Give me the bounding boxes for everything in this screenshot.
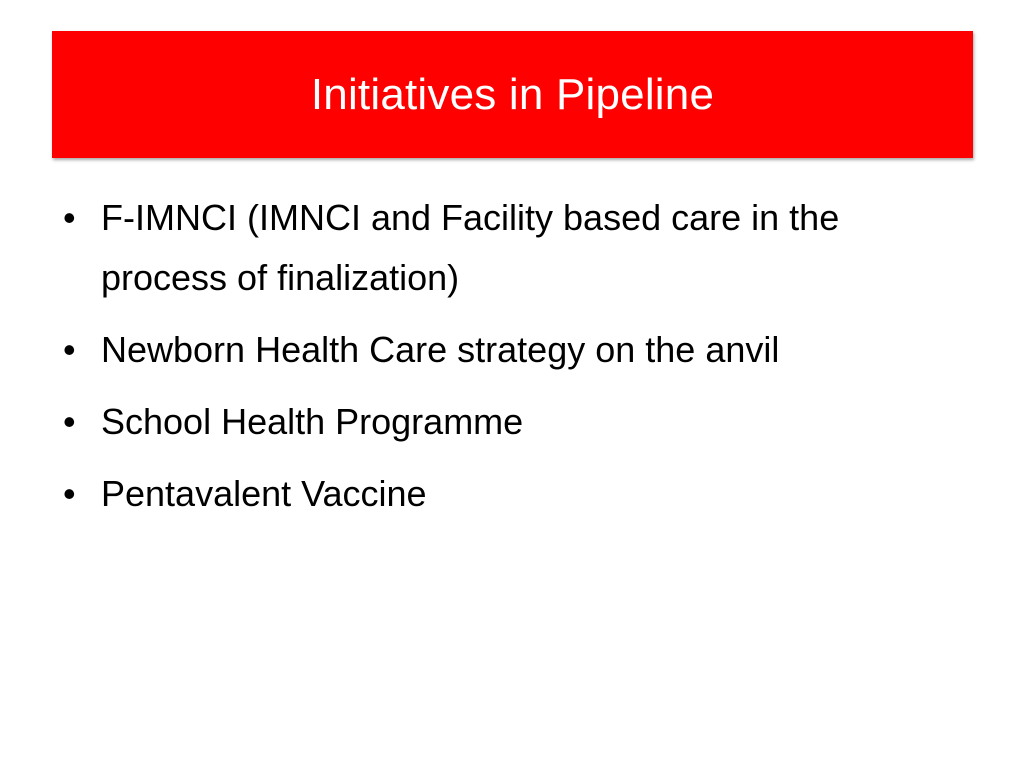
bullet-item bbox=[60, 392, 970, 452]
bullet-icon: • bbox=[63, 329, 76, 370]
bullet-item bbox=[60, 320, 970, 380]
title-banner bbox=[52, 31, 973, 158]
bullet-text: Newborn Health Care strategy on the anvil bbox=[101, 329, 780, 370]
bullet-icon: • bbox=[63, 401, 76, 442]
bullet-text: School Health Programme bbox=[101, 401, 524, 442]
slide-title: Initiatives in Pipeline bbox=[310, 69, 715, 119]
bullet-icon: • bbox=[63, 473, 76, 514]
bullet-item bbox=[60, 464, 970, 524]
bullet-list bbox=[60, 188, 970, 536]
bullet-text: F-IMNCI (IMNCI and Facility based care in the process of finalization) bbox=[101, 197, 840, 298]
bullet-text: Pentavalent Vaccine bbox=[101, 473, 427, 514]
bullet-item bbox=[60, 188, 970, 308]
bullet-icon: • bbox=[63, 197, 76, 238]
